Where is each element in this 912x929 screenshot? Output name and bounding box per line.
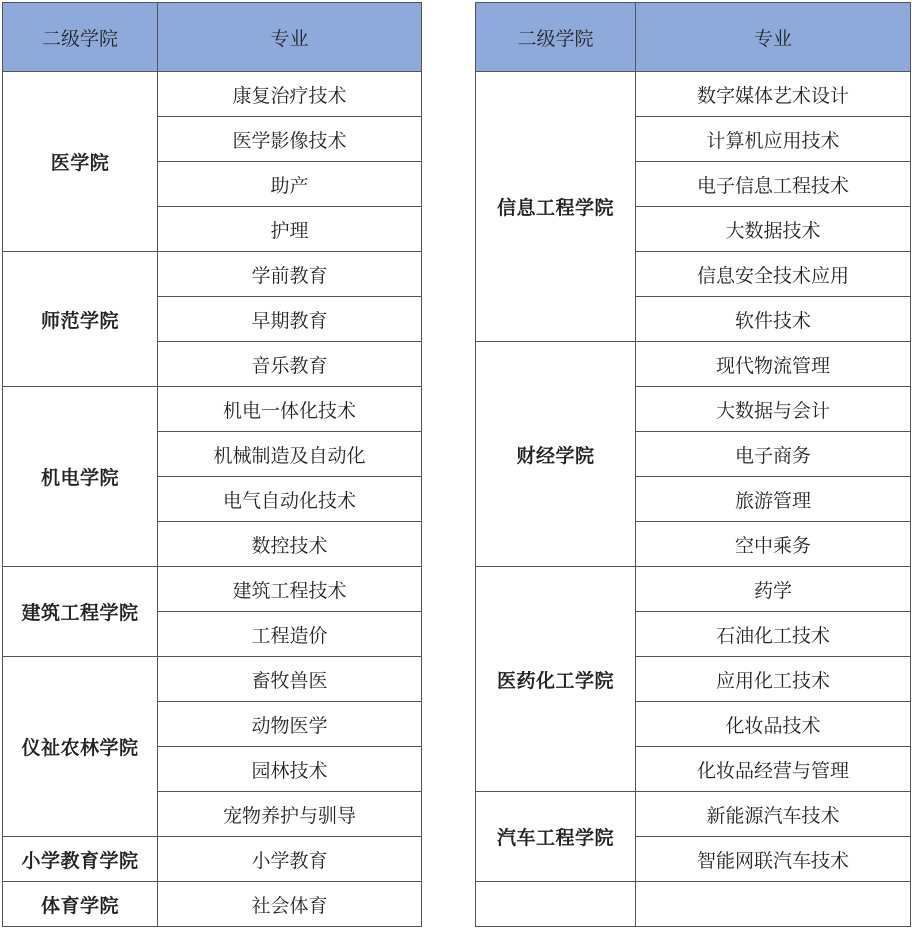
major-name-cell: 大数据与会计 <box>636 387 911 432</box>
major-name-cell: 宠物养护与驯导 <box>158 792 422 837</box>
college-name-cell: 财经学院 <box>476 342 636 567</box>
empty-row <box>476 882 911 927</box>
table-row <box>476 567 911 612</box>
table-row <box>3 657 422 702</box>
table-row <box>476 72 911 117</box>
table-row <box>3 72 422 117</box>
right-college-table <box>475 2 911 927</box>
college-name-cell: 师范学院 <box>3 252 158 387</box>
major-name-cell: 机电一体化技术 <box>158 387 422 432</box>
major-name-cell: 电子商务 <box>636 432 911 477</box>
major-name-cell: 现代物流管理 <box>636 342 911 387</box>
major-name-cell: 电子信息工程技术 <box>636 162 911 207</box>
major-name-cell: 护理 <box>158 207 422 252</box>
major-name-cell: 化妆品技术 <box>636 702 911 747</box>
major-name-cell: 社会体育 <box>158 882 422 927</box>
major-name-cell: 动物医学 <box>158 702 422 747</box>
major-name-cell: 软件技术 <box>636 297 911 342</box>
header-college: 二级学院 <box>476 3 636 72</box>
major-name-cell: 应用化工技术 <box>636 657 911 702</box>
table-row <box>3 252 422 297</box>
major-name-cell: 医学影像技术 <box>158 117 422 162</box>
major-name-cell: 新能源汽车技术 <box>636 792 911 837</box>
major-name-cell: 音乐教育 <box>158 342 422 387</box>
major-name-cell: 园林技术 <box>158 747 422 792</box>
college-name-cell: 医药化工学院 <box>476 567 636 792</box>
major-name-cell: 空中乘务 <box>636 522 911 567</box>
major-name-cell: 计算机应用技术 <box>636 117 911 162</box>
header-major: 专业 <box>636 3 911 72</box>
major-name-cell: 数控技术 <box>158 522 422 567</box>
college-name-cell: 仪祉农林学院 <box>3 657 158 837</box>
table-row <box>3 567 422 612</box>
major-name-cell: 石油化工技术 <box>636 612 911 657</box>
college-name-cell: 建筑工程学院 <box>3 567 158 657</box>
major-name-cell: 早期教育 <box>158 297 422 342</box>
college-name-cell: 小学教育学院 <box>3 837 158 882</box>
college-name-cell: 汽车工程学院 <box>476 792 636 882</box>
major-name-cell: 数字媒体艺术设计 <box>636 72 911 117</box>
major-name-cell: 助产 <box>158 162 422 207</box>
header-college: 二级学院 <box>3 3 158 72</box>
major-name-cell: 建筑工程技术 <box>158 567 422 612</box>
major-name-cell: 旅游管理 <box>636 477 911 522</box>
major-name-cell: 信息安全技术应用 <box>636 252 911 297</box>
major-name-cell: 智能网联汽车技术 <box>636 837 911 882</box>
major-name-cell: 康复治疗技术 <box>158 72 422 117</box>
major-name-cell: 大数据技术 <box>636 207 911 252</box>
table-row <box>476 342 911 387</box>
college-name-cell: 医学院 <box>3 72 158 252</box>
college-name-cell: 体育学院 <box>3 882 158 927</box>
header-major: 专业 <box>158 3 422 72</box>
major-name-cell: 机械制造及自动化 <box>158 432 422 477</box>
left-college-table <box>2 2 422 927</box>
major-name-cell: 学前教育 <box>158 252 422 297</box>
college-name-cell: 信息工程学院 <box>476 72 636 342</box>
major-name-cell: 工程造价 <box>158 612 422 657</box>
major-name-cell: 畜牧兽医 <box>158 657 422 702</box>
table-row <box>3 882 422 927</box>
table-row <box>3 837 422 882</box>
table-row <box>476 792 911 837</box>
empty-cell <box>476 882 636 927</box>
major-name-cell: 电气自动化技术 <box>158 477 422 522</box>
major-name-cell: 药学 <box>636 567 911 612</box>
major-name-cell: 化妆品经营与管理 <box>636 747 911 792</box>
major-name-cell: 小学教育 <box>158 837 422 882</box>
table-row <box>3 387 422 432</box>
college-name-cell: 机电学院 <box>3 387 158 567</box>
empty-cell <box>636 882 911 927</box>
